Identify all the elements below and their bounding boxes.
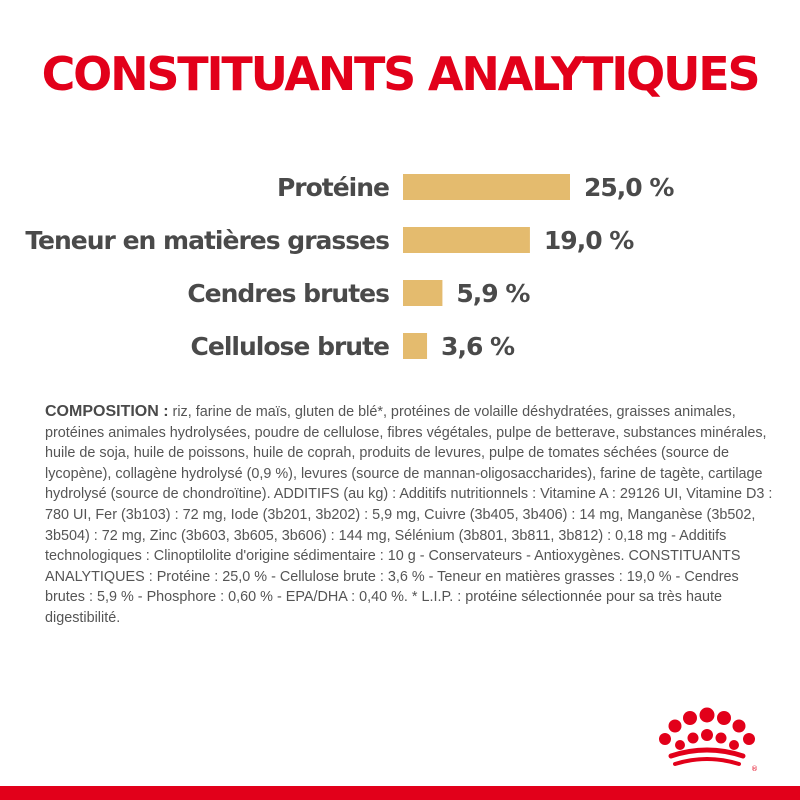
value-label: 19,0 % [543,226,634,255]
royal-canin-crown-icon [657,704,757,774]
category-label: Cendres brutes [187,279,389,308]
category-label: Cellulose brute [190,332,389,361]
value-label: 3,6 % [441,332,515,361]
bar [403,227,530,253]
value-label: 25,0 % [584,173,674,202]
bar [403,280,442,306]
composition-paragraph [45,402,780,629]
bar [403,174,570,200]
page-title: CONSTITUANTS ANALYTIQUES [41,47,759,101]
composition-heading: COMPOSITION : [45,403,169,420]
category-label: Teneur en matières grasses [25,226,389,255]
bar [403,333,427,359]
category-label: Protéine [276,173,389,202]
composition-text: riz, farine de maïs, gluten de blé*, protéines de volaille déshydratées, graisses animales, protéines animales hydrolysées, poudre de cellulose, fibres végétales, pulpe de betterave, substances minérales, huile de soja, huile de poissons, huile de coprah, produits de levures, pulpe de tomates séchées (source de lycopène), collagène hydrolysé (0,9 %), levures (source de mannan-oligosaccharides), farine de tagète, cartilage hydrolysé (source de chondroïtine). ADDITIFS (au kg) : Additifs nutritionnels : Vitamine A : 29126 UI, Vitamine D3 : 780 UI, Fer (3b103) : 72 mg, Iode (3b201, 3b202) : 5,9 mg, Cuivre (3b405, 3b406) : 14 mg, Manganèse (3b502, 3b504) : 72 mg, Zinc (3b603, 3b605, 3b606) : 144 mg, Sélénium (3b801, 3b811, 3b812) : 0,18 mg - Additifs technologiques : Clinoptilolite d'origine sédimentaire : 10 g - Conservateurs - Antioxygènes. CONSTITUANTS ANALYTIQUES : Protéine : 25,0 % - Cellulose brute : 3,6 % - Teneur en matières grasses : 19,0 % - Cendres brutes : 5,9 % - Phosphore : 0,60 % - EPA/DHA : 0,40 %. * L.I.P. : protéine sélectionnée pour sa très haute digestibilité. [45,404,773,626]
value-label: 5,9 % [456,279,530,308]
bottom-brand-bar [0,786,800,800]
svg-text:®: ® [751,765,758,773]
